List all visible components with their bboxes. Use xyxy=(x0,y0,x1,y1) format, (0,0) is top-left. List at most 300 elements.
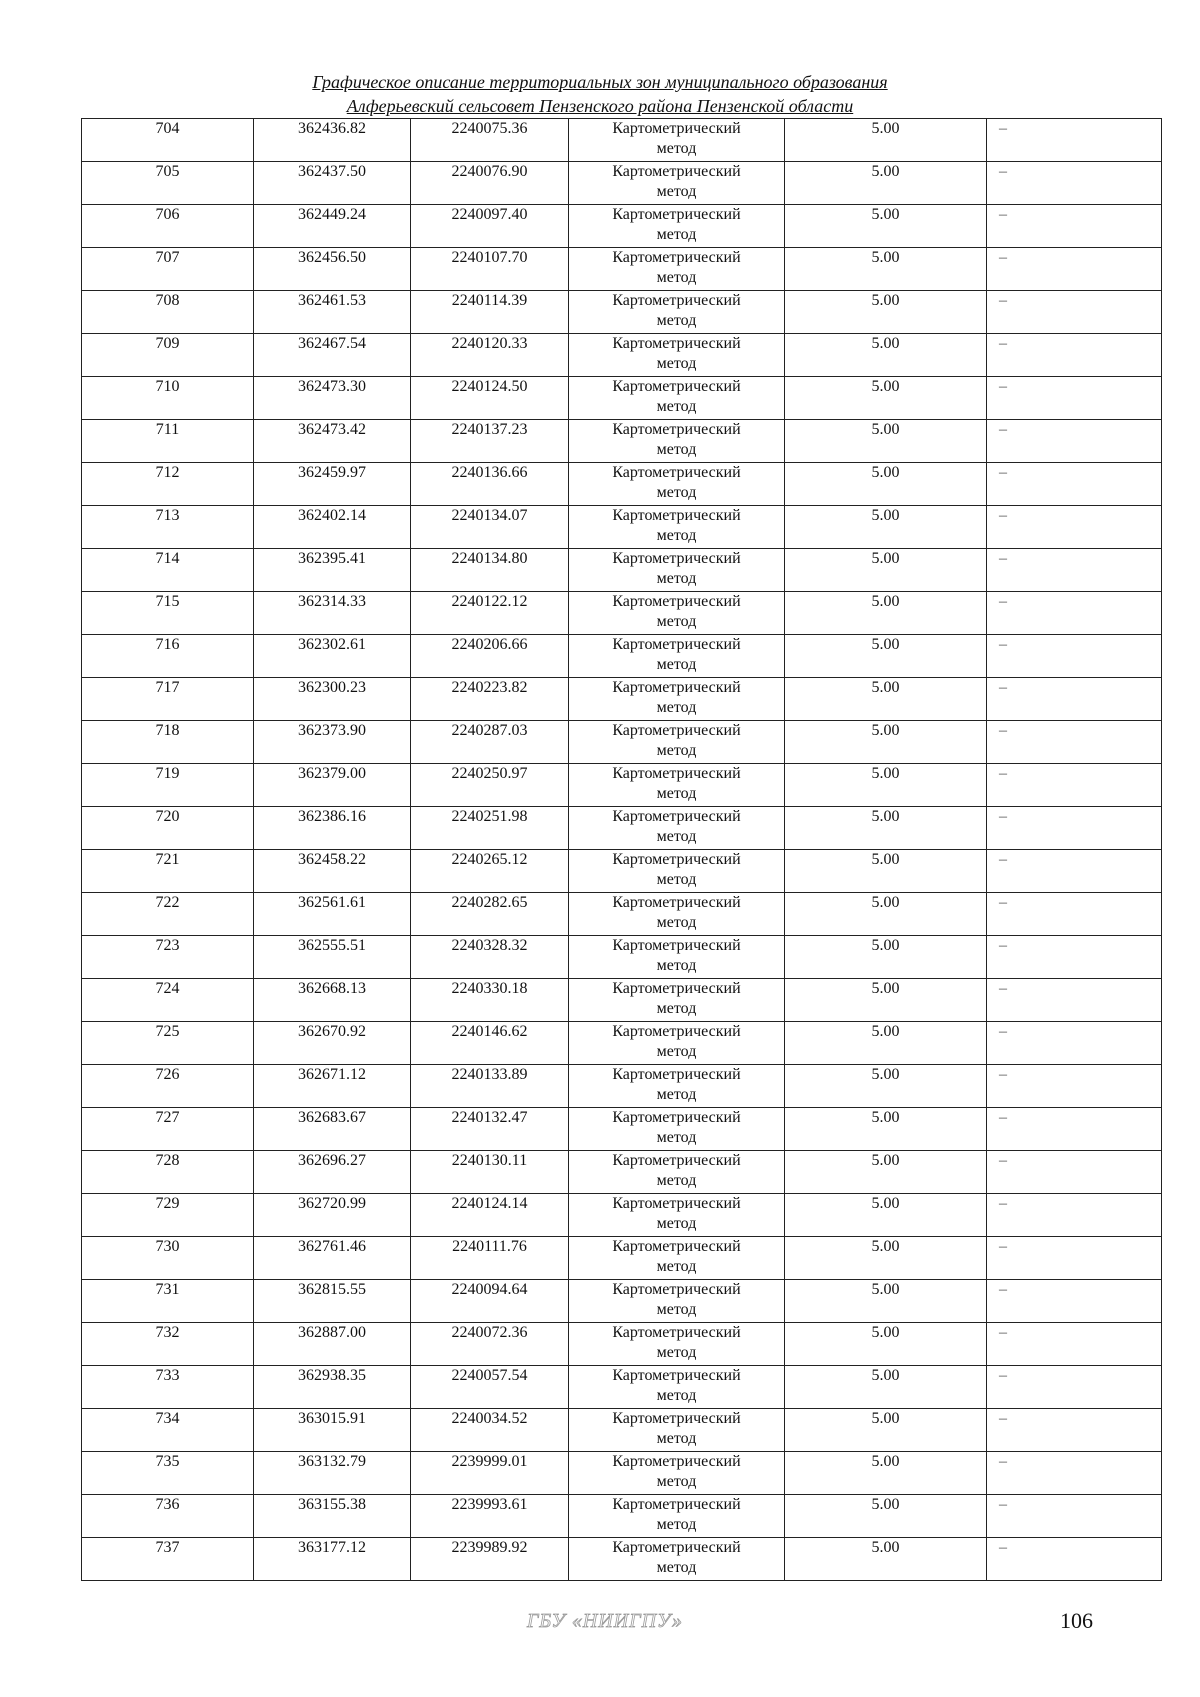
x-coordinate-cell: 362720.99 xyxy=(254,1194,411,1237)
method-line-1: Картометрический xyxy=(612,1023,741,1040)
point-number-cell: 737 xyxy=(82,1538,254,1581)
method-line-2: метод xyxy=(656,1129,697,1146)
method-line-1: Картометрический xyxy=(612,679,741,696)
y-coordinate-cell: 2240097.40 xyxy=(411,205,569,248)
y-coordinate-cell: 2240034.52 xyxy=(411,1409,569,1452)
description-cell: – xyxy=(987,592,1162,635)
method-cell xyxy=(569,1151,785,1194)
method-line-1: Картометрический xyxy=(612,1496,741,1513)
method-cell xyxy=(569,850,785,893)
method-cell xyxy=(569,1366,785,1409)
point-number-cell: 724 xyxy=(82,979,254,1022)
method-cell xyxy=(569,506,785,549)
method-line-2: метод xyxy=(656,656,697,673)
point-number-cell: 730 xyxy=(82,1237,254,1280)
method-cell xyxy=(569,1538,785,1581)
accuracy-cell: 5.00 xyxy=(785,592,987,635)
method-cell xyxy=(569,248,785,291)
y-coordinate-cell: 2240330.18 xyxy=(411,979,569,1022)
accuracy-cell: 5.00 xyxy=(785,678,987,721)
table-row xyxy=(82,979,1162,1022)
x-coordinate-cell: 362696.27 xyxy=(254,1151,411,1194)
method-line-1: Картометрический xyxy=(612,765,741,782)
method-cell xyxy=(569,678,785,721)
method-line-1: Картометрический xyxy=(612,464,741,481)
table-row xyxy=(82,936,1162,979)
accuracy-cell: 5.00 xyxy=(785,936,987,979)
description-cell: – xyxy=(987,205,1162,248)
point-number-cell: 714 xyxy=(82,549,254,592)
x-coordinate-cell: 362467.54 xyxy=(254,334,411,377)
method-cell xyxy=(569,334,785,377)
y-coordinate-cell: 2240251.98 xyxy=(411,807,569,850)
table-row xyxy=(82,1366,1162,1409)
method-line-1: Картометрический xyxy=(612,1238,741,1255)
method-cell xyxy=(569,1280,785,1323)
y-coordinate-cell: 2239993.61 xyxy=(411,1495,569,1538)
x-coordinate-cell: 362555.51 xyxy=(254,936,411,979)
method-cell xyxy=(569,420,785,463)
method-cell xyxy=(569,721,785,764)
description-cell: – xyxy=(987,1538,1162,1581)
method-cell xyxy=(569,377,785,420)
x-coordinate-cell: 362437.50 xyxy=(254,162,411,205)
accuracy-cell: 5.00 xyxy=(785,807,987,850)
method-line-2: метод xyxy=(656,140,697,157)
description-cell: – xyxy=(987,635,1162,678)
y-coordinate-cell: 2240134.80 xyxy=(411,549,569,592)
method-cell xyxy=(569,1495,785,1538)
method-line-2: метод xyxy=(656,312,697,329)
point-number-cell: 729 xyxy=(82,1194,254,1237)
method-cell xyxy=(569,549,785,592)
table-row xyxy=(82,807,1162,850)
method-line-1: Картометрический xyxy=(612,937,741,954)
accuracy-cell: 5.00 xyxy=(785,1151,987,1194)
coordinates-table-body xyxy=(82,119,1162,1581)
method-line-2: метод xyxy=(656,1559,697,1576)
point-number-cell: 715 xyxy=(82,592,254,635)
y-coordinate-cell: 2240107.70 xyxy=(411,248,569,291)
x-coordinate-cell: 362887.00 xyxy=(254,1323,411,1366)
description-cell: – xyxy=(987,721,1162,764)
point-number-cell: 706 xyxy=(82,205,254,248)
method-line-1: Картометрический xyxy=(612,1539,741,1556)
accuracy-cell: 5.00 xyxy=(785,850,987,893)
method-line-2: метод xyxy=(656,785,697,802)
y-coordinate-cell: 2240137.23 xyxy=(411,420,569,463)
y-coordinate-cell: 2240094.64 xyxy=(411,1280,569,1323)
method-line-2: метод xyxy=(656,269,697,286)
table-row xyxy=(82,635,1162,678)
method-line-2: метод xyxy=(656,1516,697,1533)
description-cell: – xyxy=(987,420,1162,463)
method-line-1: Картометрический xyxy=(612,1281,741,1298)
document-title-line-2: Алферьевский сельсовет Пензенского района Пензенской области xyxy=(346,96,854,116)
method-cell xyxy=(569,635,785,678)
y-coordinate-cell: 2240114.39 xyxy=(411,291,569,334)
x-coordinate-cell: 362395.41 xyxy=(254,549,411,592)
table-row xyxy=(82,162,1162,205)
table-row xyxy=(82,205,1162,248)
method-cell xyxy=(569,592,785,635)
method-line-1: Картометрический xyxy=(612,593,741,610)
description-cell: – xyxy=(987,807,1162,850)
x-coordinate-cell: 362386.16 xyxy=(254,807,411,850)
method-line-1: Картометрический xyxy=(612,206,741,223)
method-line-1: Картометрический xyxy=(612,249,741,266)
table-row xyxy=(82,291,1162,334)
point-number-cell: 712 xyxy=(82,463,254,506)
method-cell xyxy=(569,979,785,1022)
method-line-1: Картометрический xyxy=(612,851,741,868)
point-number-cell: 708 xyxy=(82,291,254,334)
accuracy-cell: 5.00 xyxy=(785,635,987,678)
method-line-2: метод xyxy=(656,742,697,759)
accuracy-cell: 5.00 xyxy=(785,1194,987,1237)
method-line-2: метод xyxy=(656,828,697,845)
point-number-cell: 736 xyxy=(82,1495,254,1538)
point-number-cell: 719 xyxy=(82,764,254,807)
point-number-cell: 718 xyxy=(82,721,254,764)
method-cell xyxy=(569,119,785,162)
x-coordinate-cell: 362456.50 xyxy=(254,248,411,291)
document-title-line-1: Графическое описание территориальных зон муниципального образования xyxy=(312,72,888,92)
accuracy-cell: 5.00 xyxy=(785,1538,987,1581)
description-cell: – xyxy=(987,893,1162,936)
y-coordinate-cell: 2240111.76 xyxy=(411,1237,569,1280)
point-number-cell: 731 xyxy=(82,1280,254,1323)
description-cell: – xyxy=(987,291,1162,334)
y-coordinate-cell: 2240120.33 xyxy=(411,334,569,377)
y-coordinate-cell: 2240124.50 xyxy=(411,377,569,420)
method-line-1: Картометрический xyxy=(612,1410,741,1427)
method-cell xyxy=(569,1452,785,1495)
method-line-2: метод xyxy=(656,1387,697,1404)
description-cell: – xyxy=(987,1237,1162,1280)
point-number-cell: 722 xyxy=(82,893,254,936)
y-coordinate-cell: 2240146.62 xyxy=(411,1022,569,1065)
accuracy-cell: 5.00 xyxy=(785,205,987,248)
point-number-cell: 735 xyxy=(82,1452,254,1495)
accuracy-cell: 5.00 xyxy=(785,334,987,377)
point-number-cell: 713 xyxy=(82,506,254,549)
method-line-2: метод xyxy=(656,1043,697,1060)
point-number-cell: 721 xyxy=(82,850,254,893)
x-coordinate-cell: 362815.55 xyxy=(254,1280,411,1323)
accuracy-cell: 5.00 xyxy=(785,979,987,1022)
method-line-1: Картометрический xyxy=(612,808,741,825)
accuracy-cell: 5.00 xyxy=(785,1323,987,1366)
x-coordinate-cell: 362449.24 xyxy=(254,205,411,248)
method-line-1: Картометрический xyxy=(612,507,741,524)
method-cell xyxy=(569,936,785,979)
description-cell: – xyxy=(987,549,1162,592)
method-line-2: метод xyxy=(656,1301,697,1318)
method-line-2: метод xyxy=(656,957,697,974)
table-row xyxy=(82,850,1162,893)
method-cell xyxy=(569,205,785,248)
method-line-1: Картометрический xyxy=(612,421,741,438)
accuracy-cell: 5.00 xyxy=(785,1108,987,1151)
method-line-1: Картометрический xyxy=(612,120,741,137)
method-line-1: Картометрический xyxy=(612,894,741,911)
description-cell: – xyxy=(987,1194,1162,1237)
method-cell xyxy=(569,1065,785,1108)
x-coordinate-cell: 362473.30 xyxy=(254,377,411,420)
method-line-1: Картометрический xyxy=(612,378,741,395)
y-coordinate-cell: 2240250.97 xyxy=(411,764,569,807)
accuracy-cell: 5.00 xyxy=(785,764,987,807)
method-line-1: Картометрический xyxy=(612,636,741,653)
y-coordinate-cell: 2240072.36 xyxy=(411,1323,569,1366)
y-coordinate-cell: 2240136.66 xyxy=(411,463,569,506)
accuracy-cell: 5.00 xyxy=(785,506,987,549)
x-coordinate-cell: 362459.97 xyxy=(254,463,411,506)
x-coordinate-cell: 362300.23 xyxy=(254,678,411,721)
point-number-cell: 705 xyxy=(82,162,254,205)
description-cell: – xyxy=(987,1280,1162,1323)
method-line-2: метод xyxy=(656,355,697,372)
table-row xyxy=(82,248,1162,291)
table-row xyxy=(82,334,1162,377)
table-row xyxy=(82,1280,1162,1323)
method-line-1: Картометрический xyxy=(612,335,741,352)
method-line-1: Картометрический xyxy=(612,1152,741,1169)
point-number-cell: 728 xyxy=(82,1151,254,1194)
method-line-1: Картометрический xyxy=(612,1066,741,1083)
description-cell: – xyxy=(987,506,1162,549)
accuracy-cell: 5.00 xyxy=(785,1409,987,1452)
x-coordinate-cell: 363155.38 xyxy=(254,1495,411,1538)
y-coordinate-cell: 2240134.07 xyxy=(411,506,569,549)
point-number-cell: 734 xyxy=(82,1409,254,1452)
method-line-2: метод xyxy=(656,914,697,931)
method-line-1: Картометрический xyxy=(612,1195,741,1212)
method-line-1: Картометрический xyxy=(612,550,741,567)
method-cell xyxy=(569,764,785,807)
table-row xyxy=(82,549,1162,592)
method-line-1: Картометрический xyxy=(612,163,741,180)
y-coordinate-cell: 2240206.66 xyxy=(411,635,569,678)
table-row xyxy=(82,1237,1162,1280)
table-row xyxy=(82,592,1162,635)
x-coordinate-cell: 362668.13 xyxy=(254,979,411,1022)
description-cell: – xyxy=(987,1366,1162,1409)
table-row xyxy=(82,1409,1162,1452)
table-row xyxy=(82,1065,1162,1108)
method-line-2: метод xyxy=(656,1473,697,1490)
method-line-1: Картометрический xyxy=(612,1109,741,1126)
accuracy-cell: 5.00 xyxy=(785,1022,987,1065)
point-number-cell: 733 xyxy=(82,1366,254,1409)
accuracy-cell: 5.00 xyxy=(785,1452,987,1495)
footer-organization-watermark: ГБУ «НИИГПУ» xyxy=(527,1610,683,1632)
method-line-1: Картометрический xyxy=(612,1367,741,1384)
method-line-2: метод xyxy=(656,570,697,587)
table-row xyxy=(82,678,1162,721)
description-cell: – xyxy=(987,979,1162,1022)
x-coordinate-cell: 362461.53 xyxy=(254,291,411,334)
table-row xyxy=(82,1151,1162,1194)
x-coordinate-cell: 362379.00 xyxy=(254,764,411,807)
y-coordinate-cell: 2240328.32 xyxy=(411,936,569,979)
method-line-1: Картометрический xyxy=(612,1324,741,1341)
method-line-2: метод xyxy=(656,1000,697,1017)
description-cell: – xyxy=(987,1065,1162,1108)
x-coordinate-cell: 362683.67 xyxy=(254,1108,411,1151)
x-coordinate-cell: 363132.79 xyxy=(254,1452,411,1495)
table-row xyxy=(82,721,1162,764)
description-cell: – xyxy=(987,1323,1162,1366)
coordinates-table xyxy=(81,118,1162,1581)
method-line-2: метод xyxy=(656,1215,697,1232)
method-cell xyxy=(569,291,785,334)
x-coordinate-cell: 363177.12 xyxy=(254,1538,411,1581)
table-row xyxy=(82,764,1162,807)
method-line-2: метод xyxy=(656,871,697,888)
y-coordinate-cell: 2240132.47 xyxy=(411,1108,569,1151)
x-coordinate-cell: 362671.12 xyxy=(254,1065,411,1108)
method-line-2: метод xyxy=(656,1258,697,1275)
description-cell: – xyxy=(987,119,1162,162)
page-number: 106 xyxy=(1060,1608,1093,1633)
accuracy-cell: 5.00 xyxy=(785,721,987,764)
accuracy-cell: 5.00 xyxy=(785,420,987,463)
method-line-2: метод xyxy=(656,699,697,716)
accuracy-cell: 5.00 xyxy=(785,377,987,420)
description-cell: – xyxy=(987,377,1162,420)
description-cell: – xyxy=(987,850,1162,893)
y-coordinate-cell: 2240075.36 xyxy=(411,119,569,162)
table-row xyxy=(82,1194,1162,1237)
method-cell xyxy=(569,1108,785,1151)
method-line-2: метод xyxy=(656,183,697,200)
x-coordinate-cell: 362314.33 xyxy=(254,592,411,635)
y-coordinate-cell: 2240223.82 xyxy=(411,678,569,721)
point-number-cell: 710 xyxy=(82,377,254,420)
description-cell: – xyxy=(987,1495,1162,1538)
accuracy-cell: 5.00 xyxy=(785,549,987,592)
table-row xyxy=(82,893,1162,936)
x-coordinate-cell: 362561.61 xyxy=(254,893,411,936)
description-cell: – xyxy=(987,162,1162,205)
accuracy-cell: 5.00 xyxy=(785,1237,987,1280)
description-cell: – xyxy=(987,936,1162,979)
accuracy-cell: 5.00 xyxy=(785,1280,987,1323)
x-coordinate-cell: 362938.35 xyxy=(254,1366,411,1409)
accuracy-cell: 5.00 xyxy=(785,1495,987,1538)
point-number-cell: 732 xyxy=(82,1323,254,1366)
y-coordinate-cell: 2240122.12 xyxy=(411,592,569,635)
table-row xyxy=(82,506,1162,549)
description-cell: – xyxy=(987,1409,1162,1452)
description-cell: – xyxy=(987,764,1162,807)
point-number-cell: 725 xyxy=(82,1022,254,1065)
method-cell xyxy=(569,463,785,506)
y-coordinate-cell: 2240124.14 xyxy=(411,1194,569,1237)
table-row xyxy=(82,420,1162,463)
table-row xyxy=(82,463,1162,506)
y-coordinate-cell: 2240057.54 xyxy=(411,1366,569,1409)
y-coordinate-cell: 2239989.92 xyxy=(411,1538,569,1581)
description-cell: – xyxy=(987,248,1162,291)
y-coordinate-cell: 2240287.03 xyxy=(411,721,569,764)
method-cell xyxy=(569,893,785,936)
accuracy-cell: 5.00 xyxy=(785,119,987,162)
method-line-2: метод xyxy=(656,1172,697,1189)
description-cell: – xyxy=(987,678,1162,721)
method-line-2: метод xyxy=(656,484,697,501)
point-number-cell: 720 xyxy=(82,807,254,850)
description-cell: – xyxy=(987,463,1162,506)
method-cell xyxy=(569,1194,785,1237)
point-number-cell: 709 xyxy=(82,334,254,377)
description-cell: – xyxy=(987,1108,1162,1151)
method-line-1: Картометрический xyxy=(612,980,741,997)
x-coordinate-cell: 362473.42 xyxy=(254,420,411,463)
table-row xyxy=(82,1323,1162,1366)
method-cell xyxy=(569,807,785,850)
accuracy-cell: 5.00 xyxy=(785,291,987,334)
description-cell: – xyxy=(987,1022,1162,1065)
x-coordinate-cell: 362436.82 xyxy=(254,119,411,162)
accuracy-cell: 5.00 xyxy=(785,463,987,506)
point-number-cell: 717 xyxy=(82,678,254,721)
table-row xyxy=(82,1452,1162,1495)
x-coordinate-cell: 362302.61 xyxy=(254,635,411,678)
method-line-2: метод xyxy=(656,441,697,458)
y-coordinate-cell: 2240265.12 xyxy=(411,850,569,893)
description-cell: – xyxy=(987,1151,1162,1194)
method-cell xyxy=(569,1022,785,1065)
y-coordinate-cell: 2240133.89 xyxy=(411,1065,569,1108)
accuracy-cell: 5.00 xyxy=(785,1366,987,1409)
x-coordinate-cell: 362373.90 xyxy=(254,721,411,764)
method-line-1: Картометрический xyxy=(612,722,741,739)
description-cell: – xyxy=(987,1452,1162,1495)
method-line-2: метод xyxy=(656,1430,697,1447)
accuracy-cell: 5.00 xyxy=(785,893,987,936)
method-line-2: метод xyxy=(656,1344,697,1361)
method-cell xyxy=(569,1409,785,1452)
point-number-cell: 707 xyxy=(82,248,254,291)
method-line-1: Картометрический xyxy=(612,292,741,309)
accuracy-cell: 5.00 xyxy=(785,248,987,291)
y-coordinate-cell: 2239999.01 xyxy=(411,1452,569,1495)
x-coordinate-cell: 362402.14 xyxy=(254,506,411,549)
y-coordinate-cell: 2240076.90 xyxy=(411,162,569,205)
x-coordinate-cell: 363015.91 xyxy=(254,1409,411,1452)
table-row xyxy=(82,377,1162,420)
y-coordinate-cell: 2240130.11 xyxy=(411,1151,569,1194)
table-row xyxy=(82,119,1162,162)
table-row xyxy=(82,1495,1162,1538)
table-row xyxy=(82,1108,1162,1151)
method-line-2: метод xyxy=(656,527,697,544)
x-coordinate-cell: 362670.92 xyxy=(254,1022,411,1065)
x-coordinate-cell: 362458.22 xyxy=(254,850,411,893)
method-line-2: метод xyxy=(656,226,697,243)
method-line-2: метод xyxy=(656,398,697,415)
method-line-1: Картометрический xyxy=(612,1453,741,1470)
table-row xyxy=(82,1538,1162,1581)
point-number-cell: 723 xyxy=(82,936,254,979)
description-cell: – xyxy=(987,334,1162,377)
accuracy-cell: 5.00 xyxy=(785,162,987,205)
accuracy-cell: 5.00 xyxy=(785,1065,987,1108)
point-number-cell: 716 xyxy=(82,635,254,678)
